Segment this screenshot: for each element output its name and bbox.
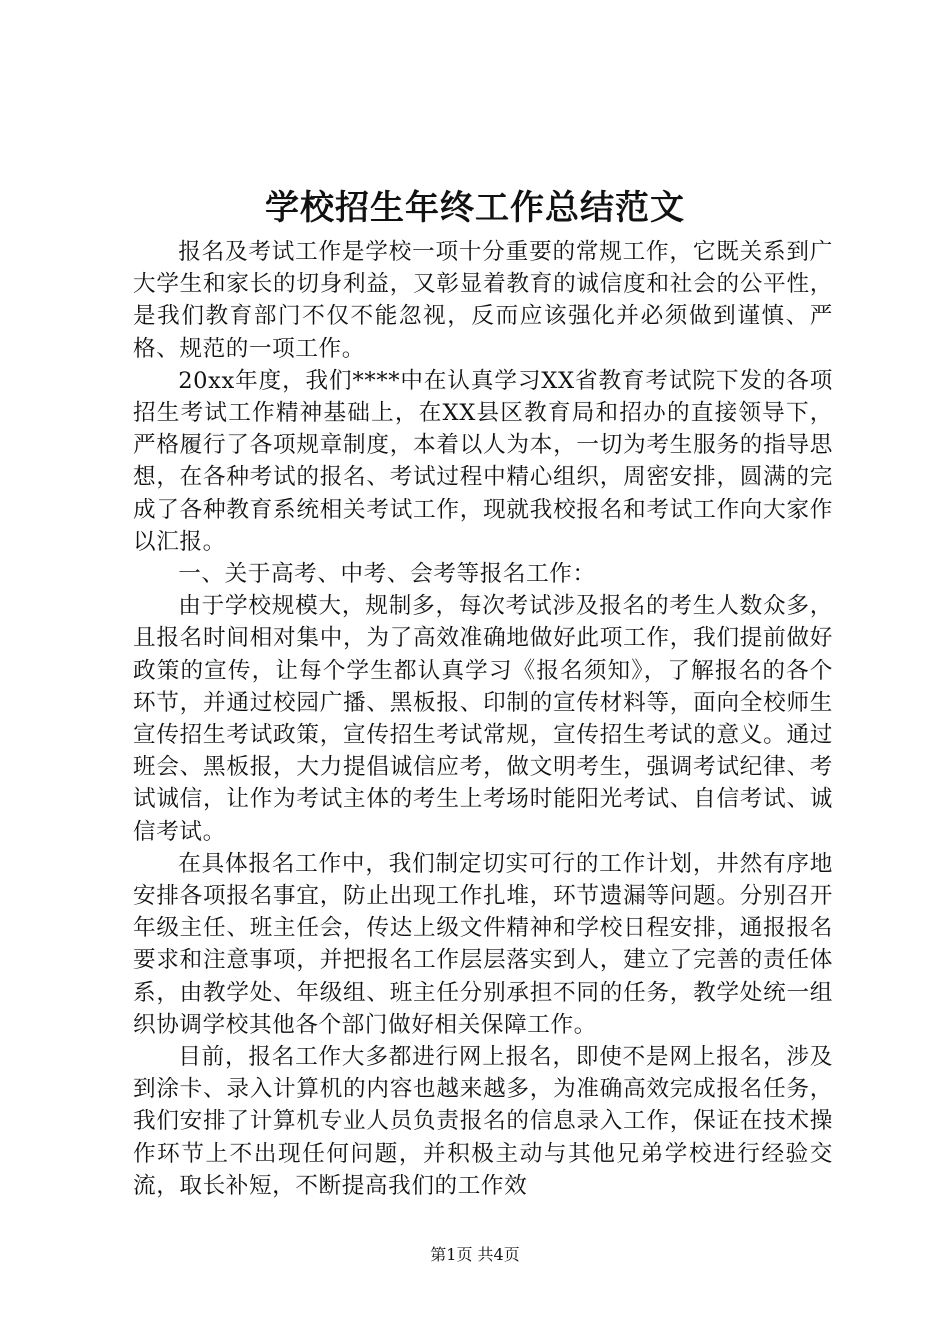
section-heading-registration: 一、关于高考、中考、会考等报名工作：	[178, 561, 596, 588]
paragraph-online-registration: 目前，报名工作大多都进行网上报名，即使不是网上报名，涉及到涂卡、录入计算机的内容也越来越多，为准确高效完成报名任务，我们安排了计算机专业人员负责报名的信息录入工作，保证在技术操作环节上不出现任何问题，并积极主动与其他兄弟学校进行经验交流，取长补短，不断提高我们的工作效	[133, 1044, 833, 1199]
document-title: 学校招生年终工作总结范文	[265, 188, 685, 228]
paragraph-intro: 报名及考试工作是学校一项十分重要的常规工作，它既关系到广大学生和家长的切身利益，又彰显着教育的诚信度和社会的公平性，是我们教育部门不仅不能忽视，反而应该强化并必须做到谨慎、严格、规范的一项工作。	[133, 239, 833, 362]
paragraph-registration-plan: 在具体报名工作中，我们制定切实可行的工作计划，井然有序地安排各项报名事宜，防止出现工作扎堆，环节遗漏等问题。分别召开年级主任、班主任会，传达上级文件精神和学校日程安排，通报报名要求和注意事项，并把报名工作层层落实到人，建立了完善的责任体系，由教学处、年级组、班主任分别承担不同的任务，教学处统一组织协调学校其他各个部门做好相关保障工作。	[133, 850, 833, 1038]
document-body	[133, 236, 833, 1202]
paragraph-annual-summary: 20xx年度，我们****中在认真学习XX省教育考试院下发的各项招生考试工作精神基础上，在XX县区教育局和招办的直接领导下，严格履行了各项规章制度，本着以人为本，一切为考生服务的指导思想，在各种考试的报名、考试过程中精心组织，周密安排，圆满的完成了各种教育系统相关考试工作，现就我校报名和考试工作向大家作以汇报。	[133, 367, 833, 555]
paragraph-policy-publicity: 由于学校规模大，规制多，每次考试涉及报名的考生人数众多，且报名时间相对集中，为了高效准确地做好此项工作，我们提前做好政策的宣传，让每个学生都认真学习《报名须知》，了解报名的各个环节，并通过校园广播、黑板报、印制的宣传材料等，面向全校师生宣传招生考试政策，宣传招生考试常规，宣传招生考试的意义。通过班会、黑板报，大力提倡诚信应考，做文明考生，强调考试纪律、考试诚信，让作为考试主体的考生上考场时能阳光考试、自信考试、诚信考试。	[133, 593, 833, 845]
page-footer: 第1页 共4页	[430, 1245, 520, 1264]
